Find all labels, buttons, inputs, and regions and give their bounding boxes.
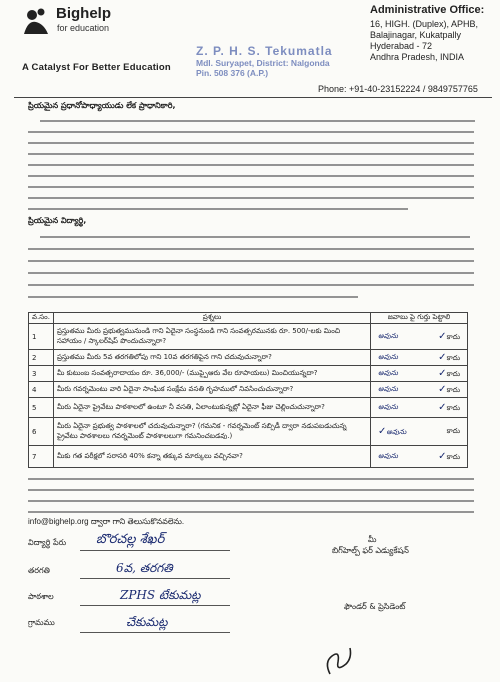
class-field[interactable]: 6వ, తరగతి	[116, 561, 173, 575]
signature-yours: మీ	[368, 535, 377, 544]
signature-org: బిగ్‌హెల్ప్ ఫర్ ఎడ్యుకేషన్	[332, 546, 409, 555]
answer-cell	[371, 398, 468, 418]
checkmark-icon: ✓	[438, 450, 447, 462]
text-line	[28, 142, 474, 144]
row-number: 6	[29, 418, 54, 446]
row-number: 1	[29, 324, 54, 350]
brand-subtitle: for education	[57, 23, 110, 33]
student-greeting: ప్రియమైన విద్యార్థి,	[28, 216, 87, 225]
school-label: పాఠశాల	[28, 592, 54, 601]
stamp-district: Mdl. Suryapet, District: Nalgonda	[196, 58, 330, 68]
office-line: 16, HIGH. (Duplex), APHB,	[370, 19, 479, 29]
answer-cell	[371, 382, 468, 398]
school-underline	[80, 605, 230, 606]
text-line	[28, 131, 474, 133]
text-line	[28, 175, 474, 177]
class-underline	[80, 578, 230, 579]
column-header-serial: వ.సం.	[29, 313, 54, 324]
answer-yes[interactable]: అవును	[378, 368, 398, 377]
bighelp-logo-icon	[20, 6, 52, 36]
answer-no-group	[438, 368, 460, 380]
text-line	[28, 260, 474, 262]
table-row	[29, 398, 468, 418]
table-header-row	[29, 313, 468, 324]
office-line: Andhra Pradesh, INDIA	[370, 52, 465, 62]
answer-no-group	[438, 331, 460, 343]
answer-cell	[371, 366, 468, 382]
answer-yes[interactable]: అవును	[378, 331, 398, 340]
answer-no[interactable]: కాదు	[446, 353, 460, 362]
checkmark-icon: ✓	[438, 330, 447, 342]
text-line	[28, 284, 474, 286]
answer-no[interactable]: కాదు	[446, 426, 460, 435]
student-name-underline	[80, 550, 230, 551]
text-line	[28, 489, 474, 491]
text-line	[28, 272, 474, 274]
school-stamp	[196, 44, 366, 78]
column-header-questions: ప్రశ్నలు	[54, 313, 371, 324]
question-text: మీకు గత పరీక్షలో సరాసరి 40% కన్నా తక్కువ మార్కులు వచ్చినవా?	[54, 446, 371, 468]
text-line	[28, 478, 474, 480]
text-line	[28, 296, 358, 298]
row-number: 3	[29, 366, 54, 382]
question-text: మీరు ఏదైనా ప్రభుత్వ పాఠశాలలో చదువుచున్నారా? (గమనిక - గవర్నమెంట్ సబ్సిడీ ద్వారా నడుపబడుచున్న ప్రైవేటు పాఠశాలలు గవర్నమెంట్ పాఠశాలలుగా గమనించబడవు.)	[54, 418, 371, 446]
row-number: 2	[29, 350, 54, 366]
answer-no-group	[438, 352, 460, 364]
table-row	[29, 366, 468, 382]
answer-yes[interactable]: అవును	[386, 427, 407, 436]
answer-yes[interactable]: అవును	[378, 384, 398, 393]
text-line	[28, 164, 474, 166]
brand-name: Bighelp	[56, 5, 111, 22]
answer-no[interactable]: కాదు	[446, 403, 460, 412]
column-header-answer: జవాబు పై గుర్తు పెట్టాలి	[371, 313, 468, 324]
text-line	[28, 153, 474, 155]
text-line	[40, 236, 470, 238]
answer-yes-group	[378, 426, 406, 438]
student-name-label: విద్యార్థి పేరు	[28, 538, 67, 547]
checkmark-icon: ✓	[438, 383, 447, 395]
text-line	[28, 186, 474, 188]
answer-no[interactable]: కాదు	[446, 452, 460, 461]
row-number: 5	[29, 398, 54, 418]
village-field[interactable]: చేకుమట్ల	[126, 615, 168, 629]
row-number: 7	[29, 446, 54, 468]
answer-no[interactable]: కాదు	[446, 332, 460, 341]
question-text: ప్రస్తుతము మీరు ప్రభుత్వమునుండి గాని ఏదైనా సంస్థనుండి గాని సంవత్సరమునకు రూ. 500/-లకు మించి సహాయం / స్కాలర్‌షిప్ పొందుచున్నారా?	[54, 324, 371, 350]
text-line	[28, 208, 408, 210]
school-field[interactable]: ZPHS టేకుమట్ల	[120, 588, 201, 602]
office-line: Hyderabad - 72	[370, 41, 433, 51]
village-label: గ్రామము	[28, 618, 55, 627]
checkmark-icon: ✓	[438, 401, 447, 413]
checkmark-icon: ✓	[438, 367, 447, 379]
class-label: తరగతి	[28, 566, 50, 575]
stamp-pin: Pin. 508 376 (A.P.)	[196, 68, 269, 78]
answer-no[interactable]: కాదు	[446, 385, 460, 394]
stamp-school-name: Z. P. H. S. Tekumatla	[196, 44, 333, 58]
office-title: Administrative Office:	[370, 4, 485, 16]
text-line	[28, 248, 474, 250]
text-line	[40, 120, 475, 122]
checkmark-icon: ✓	[378, 425, 387, 437]
row-number: 4	[29, 382, 54, 398]
student-name-field[interactable]: బొరచల్ల శేఖర్	[96, 532, 165, 547]
header-divider	[14, 97, 492, 98]
answer-no[interactable]: కాదు	[446, 369, 460, 378]
handwritten-signature	[320, 642, 360, 682]
email-note: info@bighelp.org ద్వారా గాని తెలుసుకొనవలెను.	[28, 517, 185, 526]
signature-title: ఫౌండర్ & ప్రెసిడెంట్	[344, 602, 406, 611]
question-text: ప్రస్తుతము మీరు 5వ తరగతిలోపు గాని 10వ తరగతిపైన గాని చదువుచున్నారా?	[54, 350, 371, 366]
tagline: A Catalyst For Better Education	[22, 62, 171, 73]
office-line: Balajinagar, Kukatpally	[370, 30, 462, 40]
salutation: ప్రియమైన ప్రధానోపాధ్యాయుడు లేక ప్రాధానికారి,	[28, 101, 176, 110]
text-line	[28, 197, 474, 199]
table-row	[29, 418, 468, 446]
answer-cell	[371, 324, 468, 350]
table-row	[29, 382, 468, 398]
office-address	[370, 4, 498, 63]
question-text: మీ కుటుంబ సంవత్సరాదాయం రూ. 36,000/- (ముప్పైఆరు వేల రూపాయలు) మించియున్నదా?	[54, 366, 371, 382]
text-line	[28, 500, 474, 502]
answer-cell	[371, 350, 468, 366]
question-text: మీరు గవర్నమెంటు వారి ఏదైనా సాంఘిక సంక్షేమ వసతి గృహములో నివసించుచున్నారా?	[54, 382, 371, 398]
checkmark-icon: ✓	[438, 351, 447, 363]
answer-yes[interactable]: అవును	[378, 352, 398, 361]
village-underline	[80, 632, 230, 633]
answer-no-group	[438, 384, 460, 396]
table-row	[29, 446, 468, 468]
answer-cell	[371, 446, 468, 468]
office-phone: Phone: +91-40-23152224 / 9849757765	[318, 84, 478, 94]
answer-no-group	[438, 402, 460, 414]
question-text: మీరు ఏదైనా ప్రైవేటు పాఠశాలలో ఉంటూ నీ వసతి, ఏలాంటుకున్నట్లో ఏదైనా ఫీజు చెల్లించుచున్నారా?	[54, 398, 371, 418]
answer-cell	[371, 418, 468, 446]
text-line	[28, 511, 474, 513]
answer-no-group	[438, 451, 460, 463]
eligibility-questions-table	[28, 312, 468, 468]
answer-yes[interactable]: అవును	[378, 402, 398, 411]
answer-yes[interactable]: అవును	[378, 451, 398, 460]
table-row	[29, 324, 468, 350]
table-row	[29, 350, 468, 366]
